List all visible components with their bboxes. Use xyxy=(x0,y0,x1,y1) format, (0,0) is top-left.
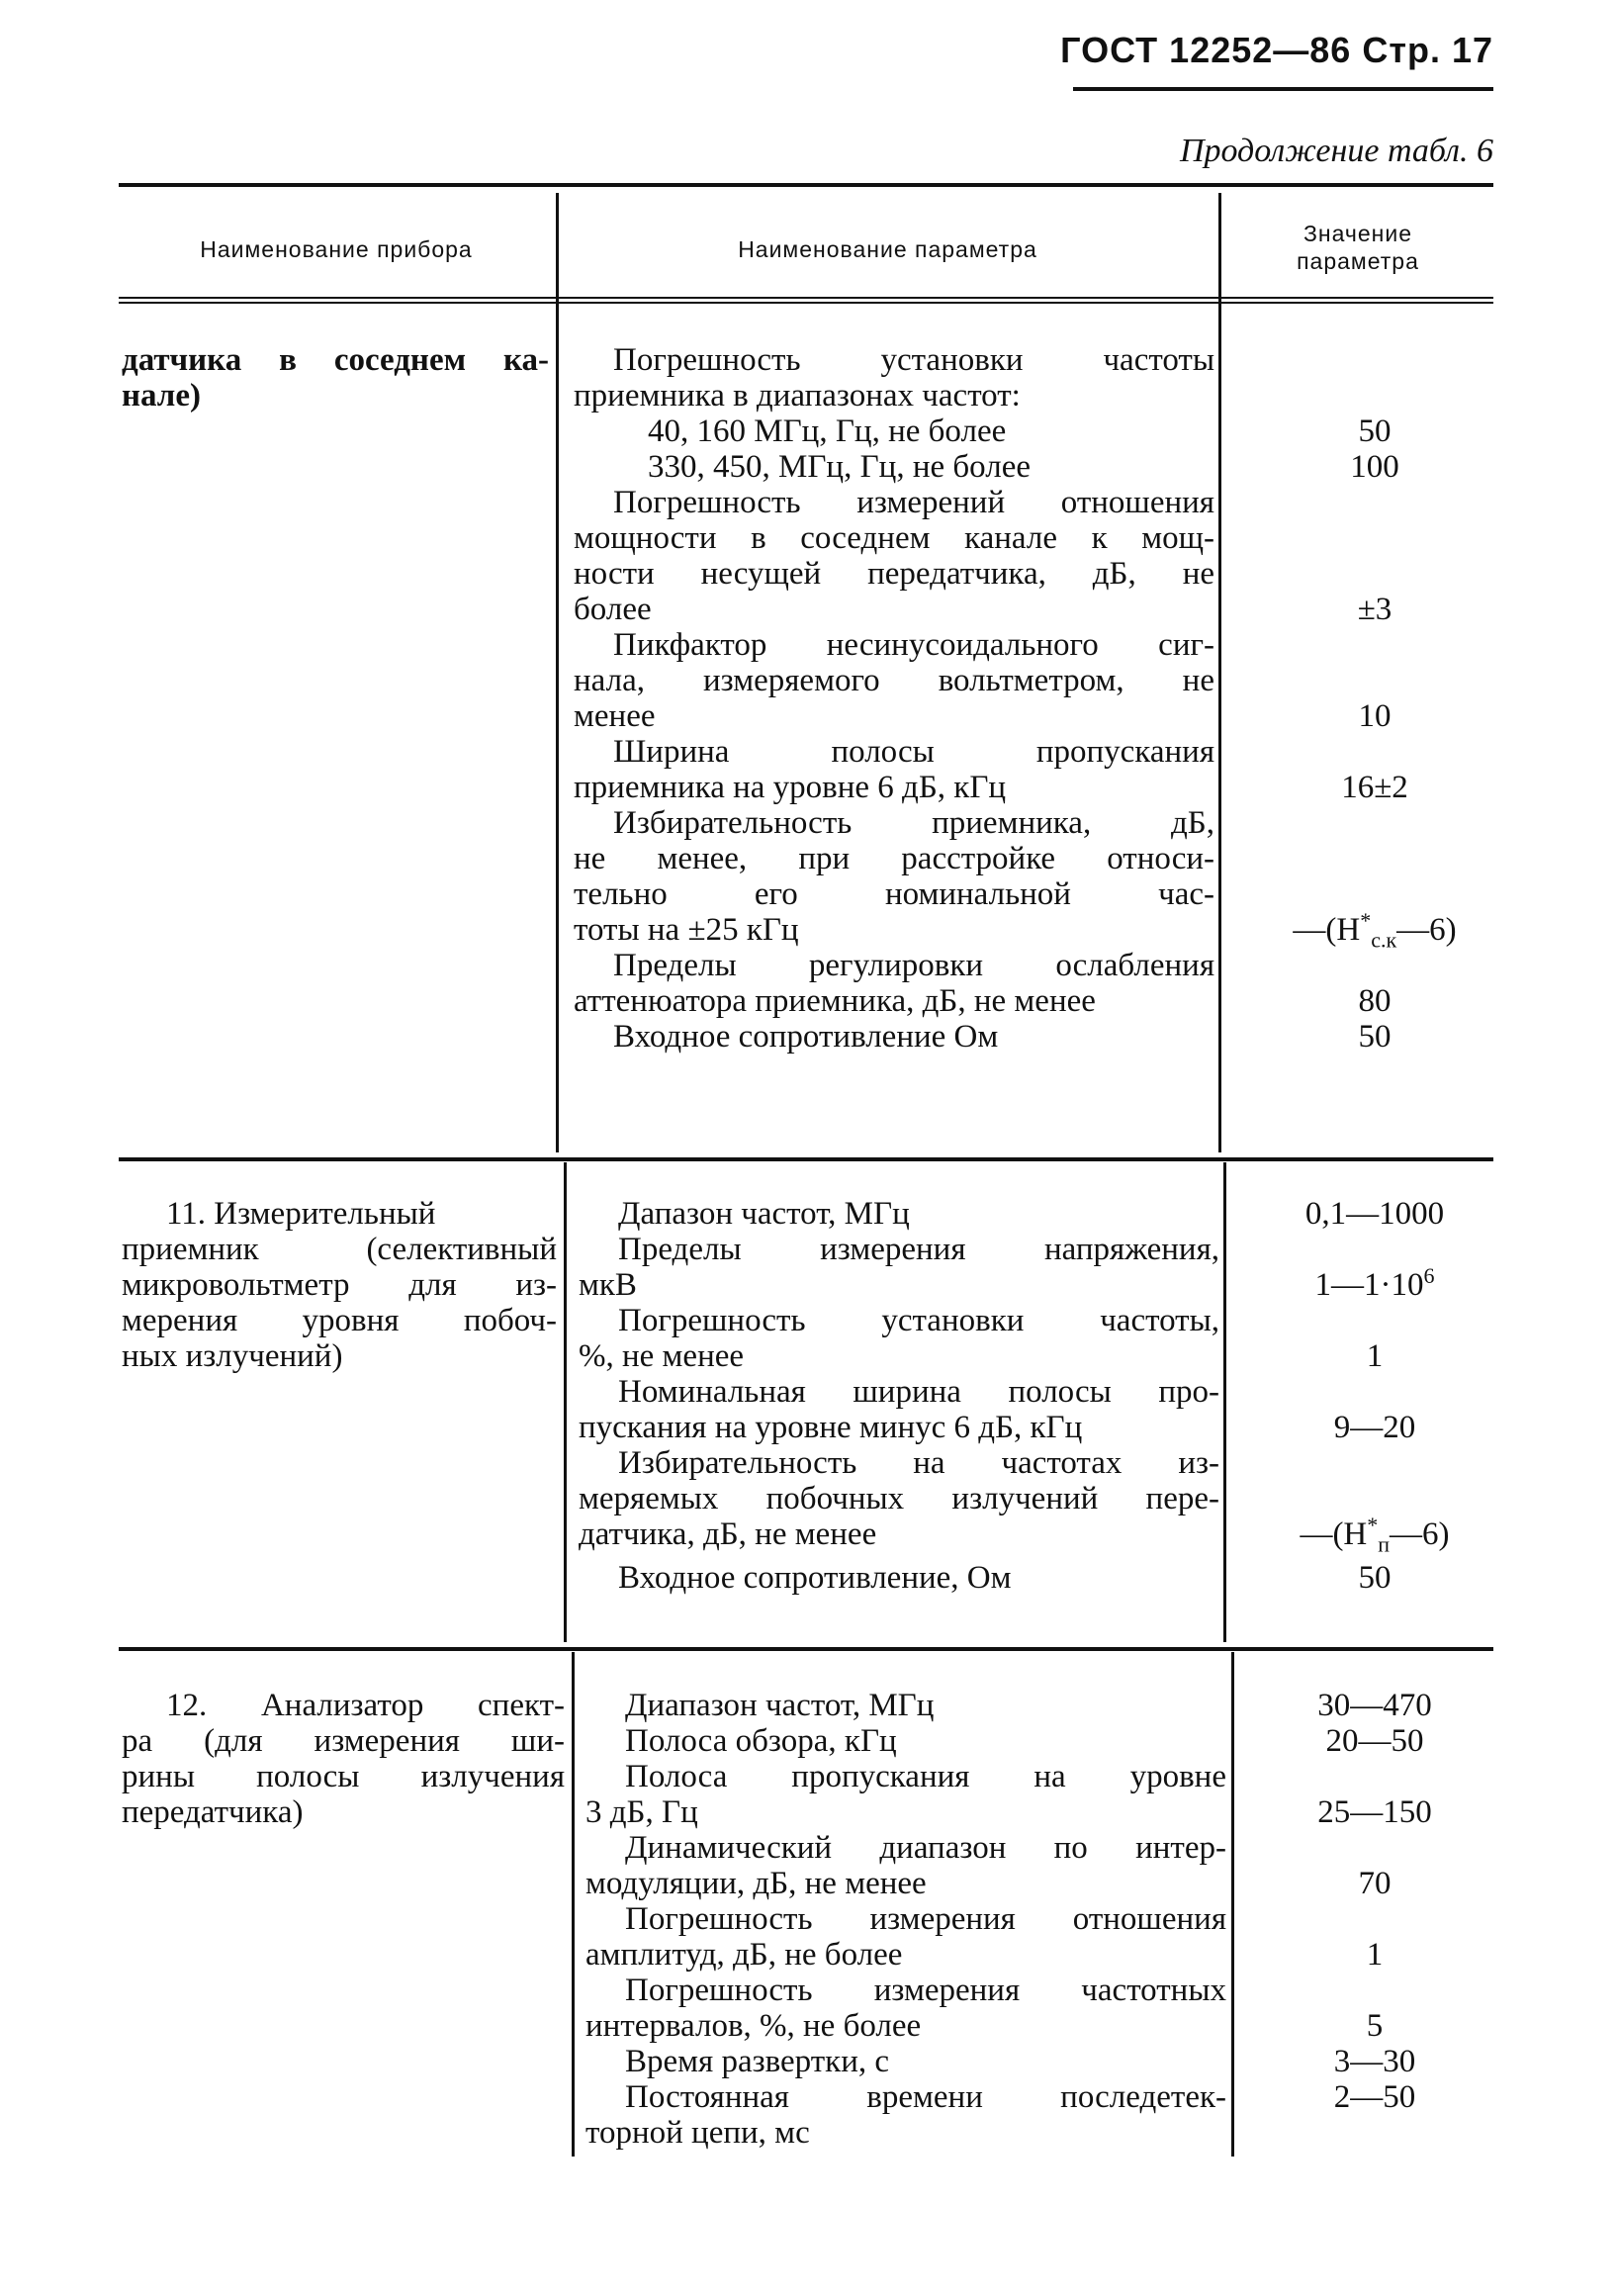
param-line: 330, 450, МГц, Гц, не более xyxy=(648,449,1031,485)
value-cell: 3—30 xyxy=(1333,2044,1416,2079)
param-line: тельно его номинальной час- xyxy=(574,876,1214,912)
column-header-value xyxy=(1222,220,1493,275)
parameter-list-block1 xyxy=(574,342,1214,1055)
device-line: ных излучений) xyxy=(122,1338,343,1374)
page-header: ГОСТ 12252—86 Стр. 17 xyxy=(1060,30,1493,70)
value-cell: 25—150 xyxy=(1317,1794,1432,1830)
device-name-block2 xyxy=(122,1196,557,1374)
param-line: тоты на ±25 кГц xyxy=(574,912,799,948)
param-line: Динамический диапазон по интер- xyxy=(625,1830,1226,1866)
formula-sub: п xyxy=(1378,1531,1391,1557)
value-cell: 1 xyxy=(1366,1937,1384,1973)
param-line: Полоса обзора, кГц xyxy=(625,1723,897,1759)
column-header-parameter: Наименование параметра xyxy=(738,236,1037,262)
param-line: 3 дБ, Гц xyxy=(585,1794,698,1830)
value-cell: 1 xyxy=(1366,1338,1384,1374)
formula-sup: * xyxy=(1367,1513,1379,1537)
device-line: приемник (селективный xyxy=(122,1232,557,1267)
value-cell: 2—50 xyxy=(1333,2079,1416,2115)
param-line: менее xyxy=(574,698,656,734)
param-line: Погрешность измерения частотных xyxy=(625,1973,1226,2008)
param-line: Время развертки, с xyxy=(625,2044,890,2079)
param-line: приемника на уровне 6 дБ, кГц xyxy=(574,770,1007,805)
device-name-block1 xyxy=(122,342,549,413)
column-divider-2c xyxy=(1231,1652,1234,2157)
formula-sub: с.к xyxy=(1371,927,1397,953)
formula-sup: 6 xyxy=(1423,1263,1435,1288)
device-line: мерения уровня побоч- xyxy=(122,1303,557,1338)
param-line: Дапазон частот, МГц xyxy=(618,1196,910,1232)
value-cell: ±3 xyxy=(1357,592,1392,627)
param-line: Ширина полосы пропускания xyxy=(613,734,1214,770)
value-cell: 80 xyxy=(1358,983,1392,1019)
param-line: аттенюатора приемника, дБ, не менее xyxy=(574,983,1096,1019)
param-line: мкВ xyxy=(579,1267,637,1303)
value-cell: 30—470 xyxy=(1317,1688,1432,1723)
param-line: Пределы регулировки ослабления xyxy=(613,948,1214,983)
value-cell: 50 xyxy=(1358,1560,1392,1596)
param-line: ности несущей передатчика, дБ, не xyxy=(574,556,1214,592)
value-cell: 100 xyxy=(1350,449,1399,485)
value-cell: 9—20 xyxy=(1333,1410,1416,1445)
formula-part: 1—1·10 xyxy=(1314,1267,1424,1303)
param-line: мощности в соседнем канале к мощ- xyxy=(574,520,1214,556)
column-divider-1c xyxy=(572,1652,575,2157)
param-line: пускания на уровне минус 6 дБ, кГц xyxy=(579,1410,1083,1445)
param-line: Номинальная ширина полосы про- xyxy=(618,1374,1219,1410)
formula-part: —6) xyxy=(1390,1516,1450,1552)
device-line: рины полосы излучения xyxy=(122,1759,565,1794)
param-line: не менее, при расстройке относи- xyxy=(574,841,1214,876)
param-line: Погрешность измерений отношения xyxy=(613,485,1214,520)
table-continuation-label: Продолжение табл. 6 xyxy=(1179,133,1493,169)
param-line: приемника в диапазонах частот: xyxy=(574,378,1021,413)
parameter-list-block3 xyxy=(585,1688,1226,2151)
param-line: торной цепи, мс xyxy=(585,2115,810,2151)
column-header-value-line2: параметра xyxy=(1297,248,1419,274)
formula-sup: * xyxy=(1360,908,1372,933)
device-line: 12. Анализатор спект- xyxy=(166,1688,565,1723)
column-header-device: Наименование прибора xyxy=(200,236,473,262)
param-line: Пикфактор несинусоидального сиг- xyxy=(613,627,1214,663)
param-line: Входное сопротивление Ом xyxy=(613,1019,999,1055)
value-cell: 16±2 xyxy=(1341,770,1408,805)
formula-part: —(H xyxy=(1293,912,1361,948)
block-separator-1 xyxy=(119,1157,1493,1161)
param-line: Избирательность на частотах из- xyxy=(618,1445,1219,1481)
param-line: более xyxy=(574,592,652,627)
param-line: Избирательность приемника, дБ, xyxy=(613,805,1214,841)
column-divider-1a xyxy=(556,193,559,1152)
value-cell-formula xyxy=(1236,1513,1513,1557)
table-top-rule xyxy=(119,183,1493,187)
param-line: интервалов, %, не более xyxy=(585,2008,922,2044)
parameter-list-block2 xyxy=(579,1196,1219,1596)
device-line: 11. Измерительный xyxy=(166,1196,436,1232)
header-rule xyxy=(1073,87,1493,91)
column-divider-2b xyxy=(1223,1162,1226,1642)
param-line: Входное сопротивление, Ом xyxy=(618,1560,1012,1596)
header-bottom-rule xyxy=(119,297,1493,304)
param-line: Погрешность установки частоты xyxy=(613,342,1214,378)
param-line: 40, 160 МГц, Гц, не более xyxy=(648,413,1007,449)
param-line: модуляции, дБ, не менее xyxy=(585,1866,927,1901)
value-cell: 20—50 xyxy=(1325,1723,1424,1759)
device-line: ра (для измерения ши- xyxy=(122,1723,565,1759)
value-cell: 50 xyxy=(1358,413,1392,449)
value-cell: 50 xyxy=(1358,1019,1392,1055)
formula-part: —6) xyxy=(1396,912,1457,948)
value-cell: 70 xyxy=(1358,1866,1392,1901)
device-line: датчика в соседнем ка- xyxy=(122,342,549,378)
value-cell-formula xyxy=(1236,908,1513,953)
column-divider-1b xyxy=(564,1162,567,1642)
value-cell: 0,1—1000 xyxy=(1304,1196,1445,1232)
param-line: Диапазон частот, МГц xyxy=(625,1688,935,1723)
device-line: передатчика) xyxy=(122,1794,304,1830)
param-line: %, не менее xyxy=(579,1338,745,1374)
param-line: амплитуд, дБ, не более xyxy=(585,1937,903,1973)
param-line: Пределы измерения напряжения, xyxy=(618,1232,1219,1267)
value-cell: 10 xyxy=(1358,698,1392,734)
param-line: Погрешность измерения отношения xyxy=(625,1901,1226,1937)
block-separator-2 xyxy=(119,1647,1493,1651)
device-name-block3 xyxy=(122,1688,565,1830)
param-line: Погрешность установки частоты, xyxy=(618,1303,1219,1338)
formula-part: —(H xyxy=(1300,1516,1368,1552)
param-line: Постоянная времени последетек- xyxy=(625,2079,1226,2115)
device-line: нале) xyxy=(122,378,201,413)
value-cell-formula xyxy=(1236,1263,1513,1303)
param-line: Полоса пропускания на уровне xyxy=(625,1759,1226,1794)
value-cell: 5 xyxy=(1366,2008,1384,2044)
column-header-value-line1: Значение xyxy=(1303,221,1412,246)
param-line: меряемых побочных излучений пере- xyxy=(579,1481,1219,1516)
param-line: датчика, дБ, не менее xyxy=(579,1516,877,1552)
device-line: микровольтметр для из- xyxy=(122,1267,557,1303)
param-line: нала, измеряемого вольтметром, не xyxy=(574,663,1214,698)
column-divider-2a xyxy=(1218,193,1221,1152)
